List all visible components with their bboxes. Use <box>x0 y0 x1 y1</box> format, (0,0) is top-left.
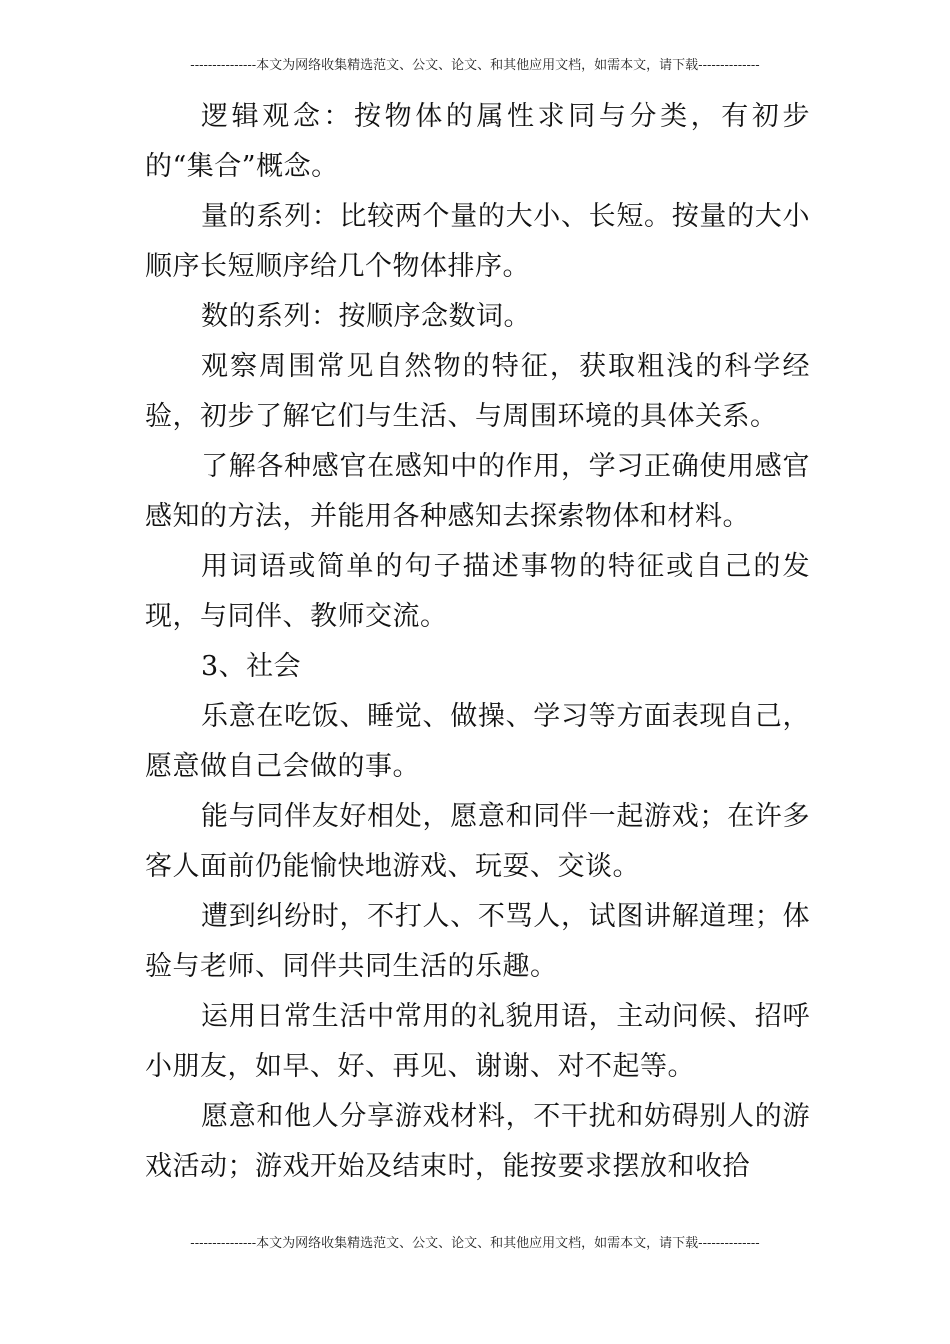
page-header: ---------------本文为网络收集精选范文、公文、论文、和其他应用文档，如需本文，请下载-------------- <box>190 58 760 73</box>
paragraph-observe-nature: 观察周围常见自然物的特征，获取粗浅的科学经验，初步了解它们与生活、与周围环境的具体关系。 <box>145 351 810 432</box>
paragraph-get-along: 能与同伴友好相处，愿意和同伴一起游戏；在许多客人面前仍能愉快地游戏、玩耍、交谈。 <box>145 801 810 882</box>
section-heading-social: 3、社会 <box>201 651 302 682</box>
paragraph-express-self: 乐意在吃饭、睡觉、做操、学习等方面表现自己，愿意做自己会做的事。 <box>145 701 810 782</box>
paragraph-number-series: 数的系列：按顺序念数词。 <box>201 301 531 332</box>
paragraph-describe: 用词语或简单的句子描述事物的特征或自己的发现，与同伴、教师交流。 <box>145 551 810 632</box>
document-body <box>145 92 810 1192</box>
paragraph-logic-concept: 逻辑观念：按物体的属性求同与分类，有初步的“集合”概念。 <box>145 101 810 182</box>
paragraph-senses: 了解各种感官在感知中的作用，学习正确使用感官感知的方法，并能用各种感知去探索物体和材料。 <box>145 451 810 532</box>
paragraph-quantity-series: 量的系列：比较两个量的大小、长短。按量的大小顺序长短顺序给几个物体排序。 <box>145 201 810 282</box>
paragraph-polite-words: 运用日常生活中常用的礼貌用语，主动问候、招呼小朋友，如早、好、再见、谢谢、对不起等。 <box>145 1001 810 1082</box>
paragraph-sharing: 愿意和他人分享游戏材料，不干扰和妨碍别人的游戏活动；游戏开始及结束时，能按要求摆放和收拾 <box>145 1101 810 1182</box>
paragraph-disputes: 遭到纠纷时，不打人、不骂人，试图讲解道理；体验与老师、同伴共同生活的乐趣。 <box>145 901 810 982</box>
page-footer: ---------------本文为网络收集精选范文、公文、论文、和其他应用文档，如需本文，请下载-------------- <box>190 1236 760 1251</box>
